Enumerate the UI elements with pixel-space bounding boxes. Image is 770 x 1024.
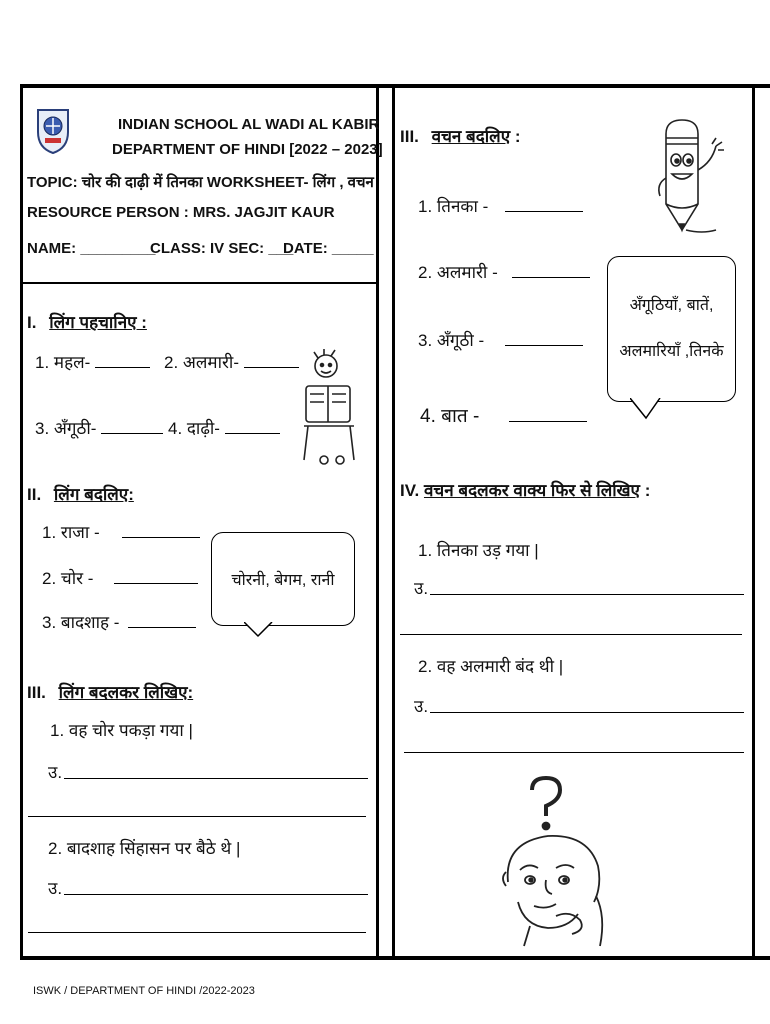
section3-sentence1: 1. वह चोर पकड़ा गया | [50, 721, 193, 740]
section2-q3-label: 3. बादशाह - [42, 613, 120, 632]
answer-line [430, 594, 744, 595]
answer-line [28, 932, 366, 933]
section3-sentence2: 2. बादशाह सिंहासन पर बैठे थे | [48, 839, 241, 858]
answer-blank [505, 211, 583, 212]
section4-answer2-prefix: उ. [414, 697, 429, 716]
topic: TOPIC: चोर की दाढ़ी में तिनका WORKSHEET- लिंग , वचन [27, 174, 374, 191]
answer-blank [128, 627, 196, 628]
school-name: INDIAN SCHOOL AL WADI AL KABIR [118, 116, 380, 133]
answer-blank [244, 367, 299, 368]
section4-heading [400, 478, 650, 501]
section3b-number: III. [400, 127, 419, 146]
answer-blank [512, 277, 590, 278]
name-field: NAME: _________ [27, 240, 156, 257]
answer-blank [509, 421, 587, 422]
section1-q2-label: 2. अलमारी- [164, 353, 240, 372]
section3-answer2-prefix: उ. [48, 879, 63, 898]
section4-sentence2: 2. वह अलमारी बंद थी | [418, 657, 564, 676]
reading-child-illustration [296, 348, 370, 473]
answer-line [430, 712, 744, 713]
section2-heading [27, 482, 134, 505]
section1-title: लिंग पहचानिए : [49, 313, 147, 332]
answer-line [404, 752, 744, 753]
section1-number: I. [27, 313, 37, 332]
section3b-colon: : [514, 127, 521, 146]
bubble-tail [244, 622, 274, 638]
section3b-q1-label: 1. तिनका - [418, 197, 489, 216]
section1-q2 [164, 350, 299, 373]
section3b-q4-label: 4. बात - [420, 406, 480, 427]
school-logo [36, 106, 70, 159]
answer-line [64, 778, 368, 779]
divider-middle [392, 84, 395, 956]
header-separator [22, 282, 376, 284]
section3b-q2-label: 2. अलमारी - [418, 263, 498, 282]
answer-blank [114, 583, 198, 584]
section3-answer1-prefix: उ. [48, 763, 63, 782]
gender-options-text: चोरनी, बेगम, रानी [231, 572, 335, 589]
section2-q3 [42, 610, 196, 633]
date-field: DATE: _____ [283, 240, 374, 257]
resource-person: RESOURCE PERSON : MRS. JAGJIT KAUR [27, 204, 335, 221]
answer-blank [122, 537, 200, 538]
section3b-title: वचन बदलिए [431, 127, 511, 146]
answer-blank [95, 367, 150, 368]
section4-answer1-prefix: उ. [414, 579, 429, 598]
class-section-field: CLASS: IV SEC: ___ [150, 240, 294, 257]
section1-q1-label: 1. महल- [35, 353, 91, 372]
gender-options-bubble [211, 532, 355, 626]
section2-q1 [42, 520, 200, 543]
answer-blank [101, 433, 163, 434]
section3b-q3 [418, 328, 583, 351]
divider-left [376, 84, 379, 956]
section3b-q1 [418, 194, 583, 217]
section4-title: वचन बदलकर वाक्य फिर से लिखिए [423, 481, 640, 500]
section2-title: लिंग बदलिए: [53, 485, 134, 504]
section3b-q2 [418, 260, 590, 283]
number-options-bubble [607, 256, 736, 402]
answer-line [400, 634, 742, 635]
section2-q2 [42, 566, 198, 589]
section1-q1 [35, 350, 150, 373]
section1-q4-label: 4. दाढ़ी- [168, 419, 220, 438]
section3-title: लिंग बदलकर लिखिए: [58, 683, 194, 702]
department: DEPARTMENT OF HINDI [2022 – 2023] [112, 141, 383, 158]
divider-right [752, 84, 755, 956]
number-options-line2: अलमारियाँ ,तिनके [619, 343, 724, 360]
answer-blank [225, 433, 280, 434]
section3-heading [27, 680, 193, 703]
section1-q4 [168, 416, 280, 439]
section4-colon: : [644, 481, 651, 500]
section2-q1-label: 1. राजा - [42, 523, 100, 542]
section4-number: IV. [400, 481, 420, 500]
section1-q3-label: 3. अँगूठी- [35, 419, 97, 438]
answer-line [64, 894, 368, 895]
footer-text: ISWK / DEPARTMENT OF HINDI /2022-2023 [33, 985, 255, 997]
section3b-q4 [420, 402, 587, 428]
pencil-mascot-illustration [652, 114, 734, 241]
section3-number: III. [27, 683, 46, 702]
section1-heading [27, 310, 147, 333]
section2-number: II. [27, 485, 42, 504]
answer-blank [505, 345, 583, 346]
section3b-heading [400, 124, 521, 147]
thinking-boy-illustration [500, 776, 620, 953]
answer-line [28, 816, 366, 817]
bubble-tail [630, 398, 662, 420]
section2-q2-label: 2. चोर - [42, 569, 94, 588]
section3b-q3-label: 3. अँगूठी - [418, 331, 485, 350]
number-options-line1: अँगूठियाँ, बातें, [629, 297, 714, 314]
section1-q3 [35, 416, 163, 439]
section4-sentence1: 1. तिनका उड़ गया | [418, 541, 539, 560]
